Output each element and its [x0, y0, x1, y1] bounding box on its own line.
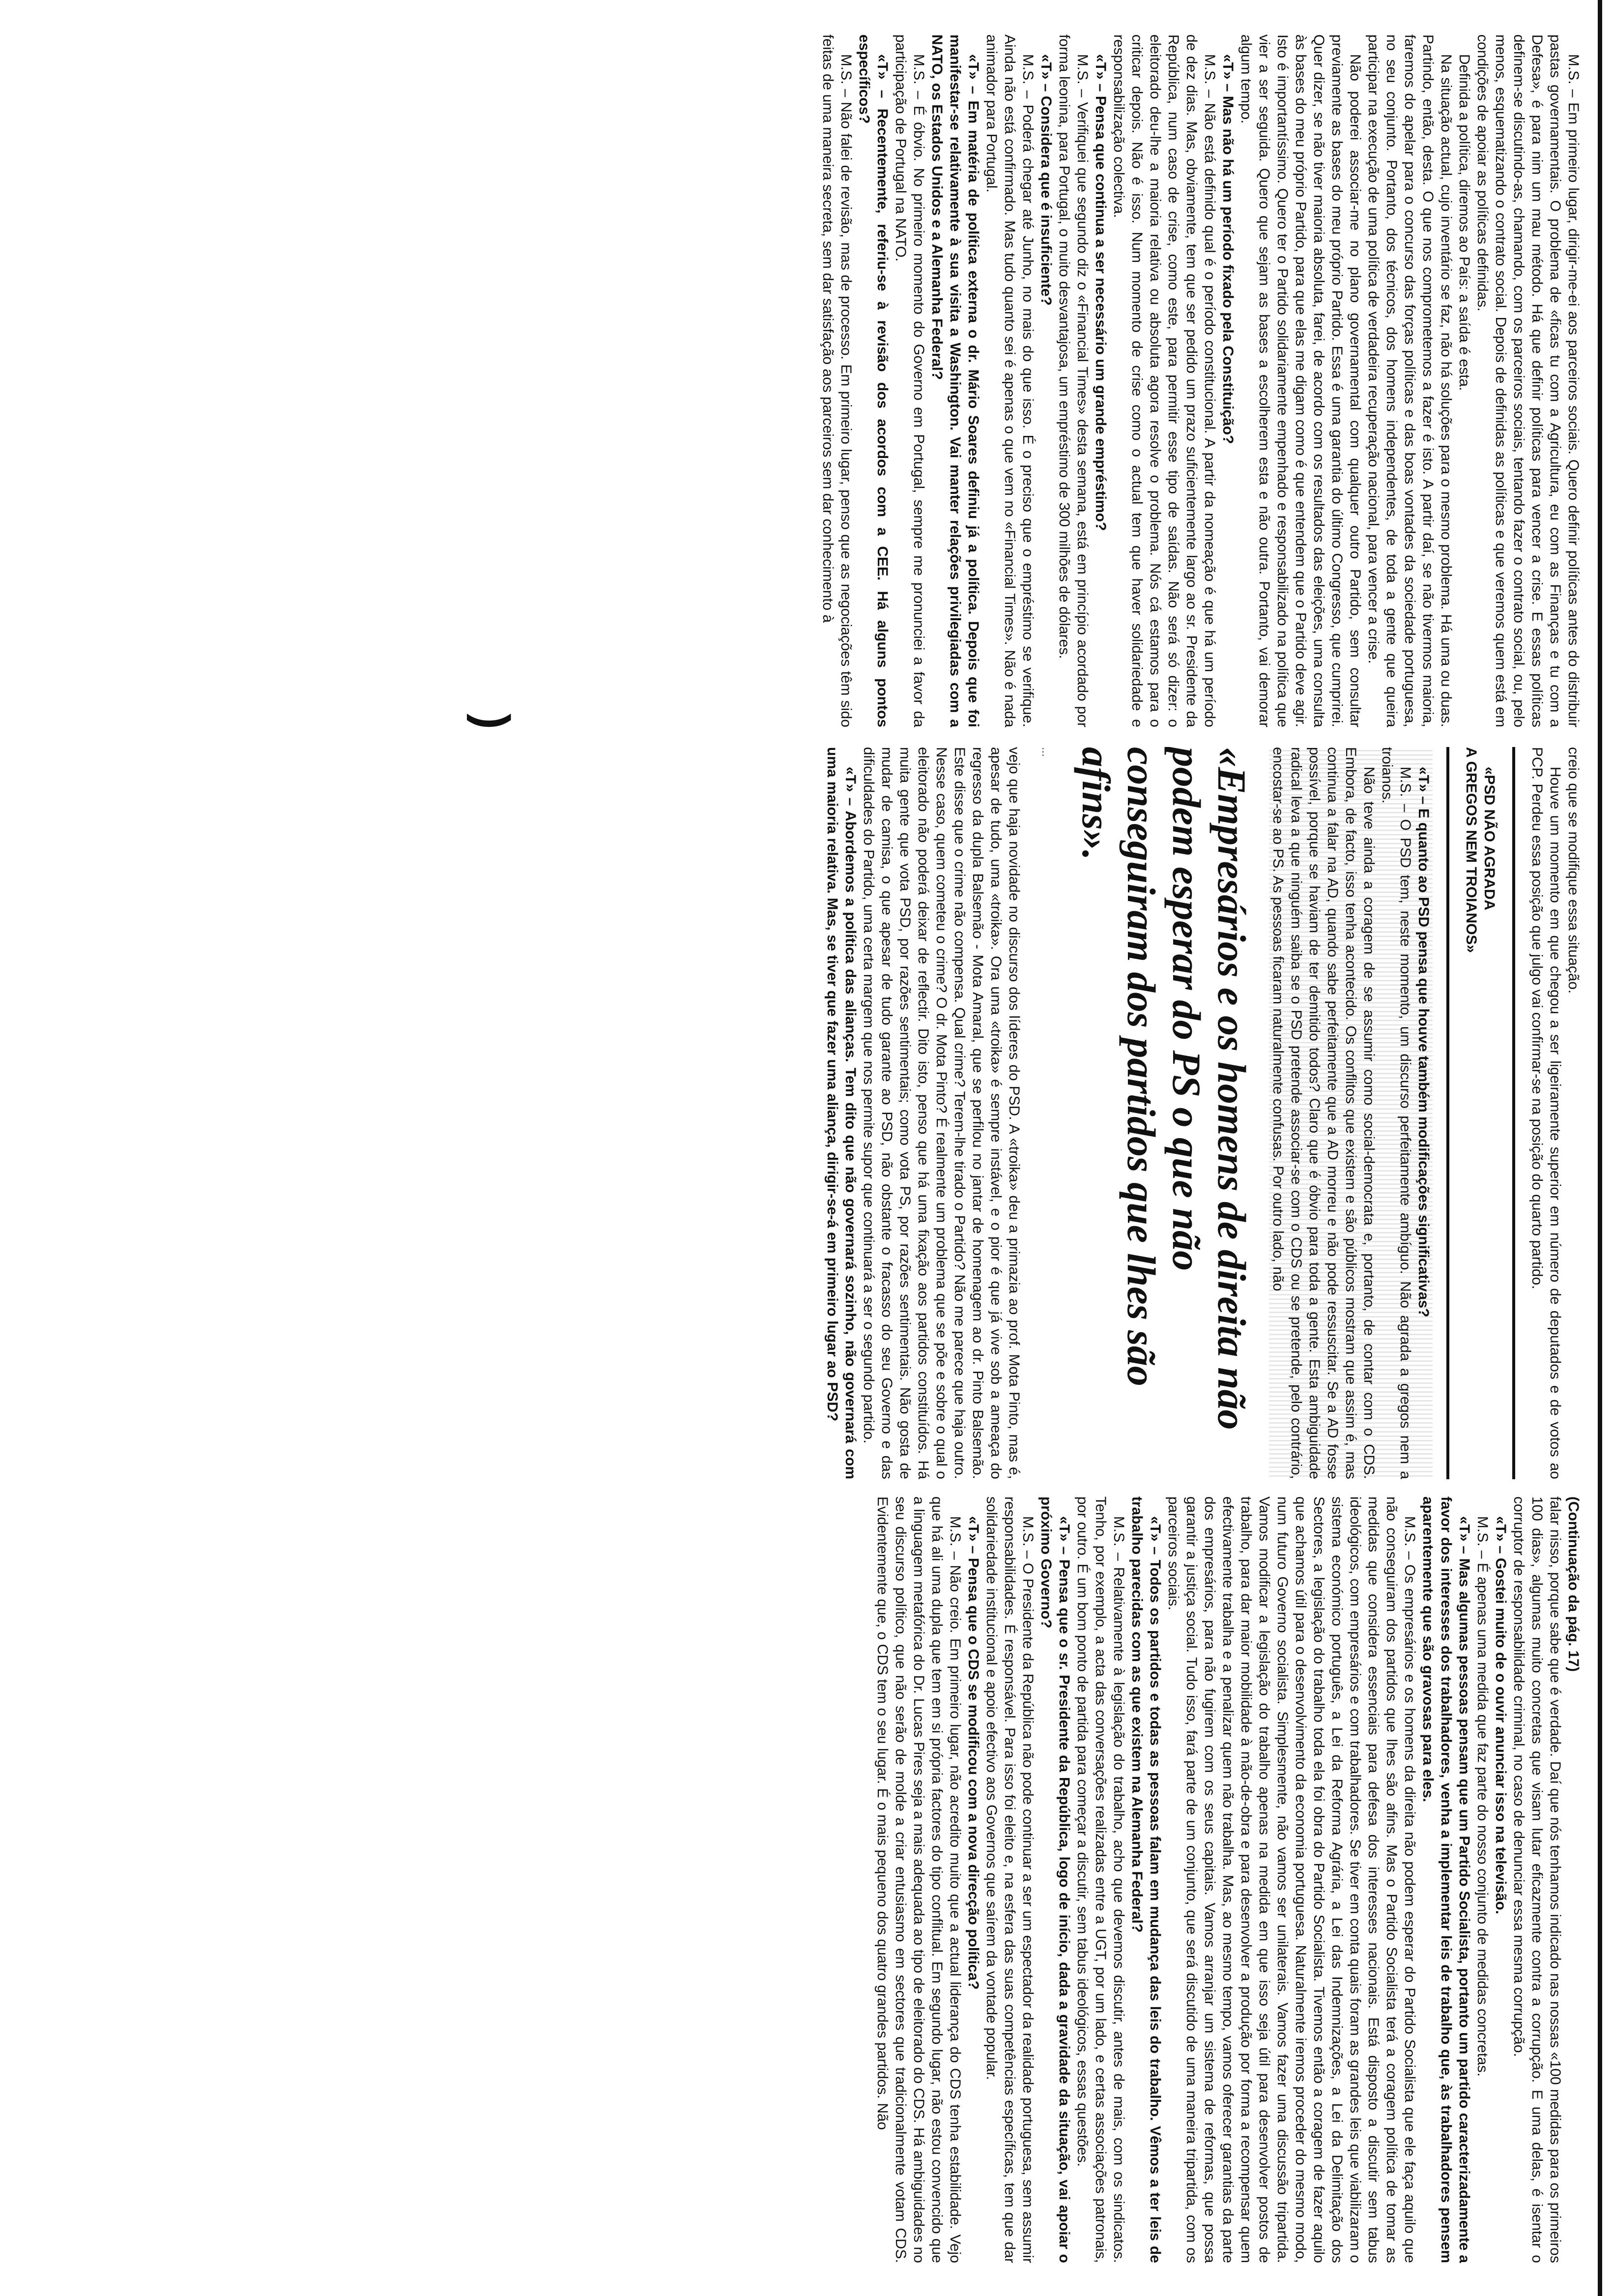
paragraph: M.S. – Verifiquei que segundo diz o «Financial Times» desta semana, está em princípio acordado por forma leonina, para Portugal, o muito desvantajosa, um empréstimo de 300 milhões de dólares.: [1056, 34, 1091, 727]
faded-text: ...: [1039, 747, 1053, 757]
paragraph: «T» – Pensa que o CDS se modificou com a nova direcção política?: [965, 1516, 981, 1990]
paragraph: «T» – Recentemente, referiu-se à revisão dos acordos com a CEE. Há alguns pontos específicos?: [856, 34, 891, 727]
bracket-mark: ): [466, 714, 519, 729]
paragraph: «T» – Abordemos a política das alianças. Tem dito que não governará sozinho, não governará com uma maioria relativa. Mas, se tiver que fazer uma aliança, dirigir-se-á em primeiro lugar ao PSD?: [824, 747, 859, 1479]
column-1: [25, 1496, 1583, 2263]
paragraph: «T» – Em matéria de política externa o dr. Mário Soares definiu já a política. Depois que foi manifestar-se relativamente à sua visita a Washington. Vai manter relações privilegiadas com a NATO, os Estados Unidos e a Alemanha Federal?: [929, 34, 981, 727]
paragraph: M.S. – Poderá chegar até Junho, no mais do que isso. É o preciso que o empréstimo se verifique. Ainda não está confirmado. Mas tudo quanto sei é apenas o que vem no «Financial Times». Não é nada animador para Portugal.: [983, 34, 1036, 727]
continued-note: (Continuação da pág. 17): [1565, 1496, 1582, 1672]
paragraph: M.S. – É apenas uma medida que faz parte do nosso conjunto de medidas concretas.: [1474, 1516, 1491, 2077]
headline-label: «PSD NÃO AGRADA: [1481, 767, 1497, 911]
paragraph: M.S. – Em primeiro lugar, dirigir-me-ei aos parceiros sociais. Quero definir políticas antes do distribuir pastas governamentais. O problema de «ficas tu com a Agricultura, eu com as Finanças e tu com a Defesa», é para nim um mau método. Há que definir políticas para vencer a crise. E essas políticas definem-se discutindo-as, chamando, com os parceiros sociais, tentando fazer o contrato social, ou, pelo menos, esquematizando o contrato social. Depois de definidas as políticas e que veremos quem está em condições de apoiar as políticas definidas.: [1474, 34, 1582, 727]
paragraph: M.S. – Não falei de revisão, mas de processo. Em primeiro lugar, penso que as negociações têm sido feitas de uma maneira secreta, sem dar satisfação aos parceiros sem dar conhecimento à: [820, 34, 854, 727]
paragraph: creio que se modifique essa situação.: [1565, 747, 1582, 994]
headline-text: A GREGOS NEM TROIANOS»: [1463, 747, 1479, 953]
paragraph: Na situação actual, cujo inventário se faz, não há soluções para o mesmo problema. Há uma ou duas. Partindo, então, desta. O que nos comprometemos a fazer é isto. A partir daí, se não tivermos maioria, faremos do apelar para o concurso das forças políticas e das boas vontades da sociedade portuguesa, no seu conjunto. Portanto, dos técnicos, dos homens independentes, de toda a gente que queira participar na execução de uma política de verdadeira recuperação nacional, para vencer a crise.: [1365, 34, 1454, 727]
paragraph: M.S. – O Presidente da República não pode continuar a ser um espectador da realidade portuguesa, sem assumir responsabilidades. É responsável. Para isso foi eleito e, na esfera das suas competências específicas, tem que dar solidariedade institucional e apoio efectivo aos Governos que saírem da vontade popular.: [983, 1496, 1036, 2263]
column-3: [25, 34, 1583, 727]
pull-quote: «Empresários e os homens de direita não podem esperar do PS o que não conseguiram dos partidos que lhes são afins».: [1074, 747, 1254, 1430]
paragraph: «T» – Pensa que o sr. Presidente da República, logo de início, dada a gravidade da situação, vai apoiar o próximo Governo?: [1038, 1496, 1072, 2263]
paragraph: «T» – Mas não há um período fixado pela Constituição?: [1220, 54, 1236, 444]
paragraph: M.S. – Relativamente à legislação do trabalho, acho que devemos discutir, antes de mais, com os sindicatos. Tenho, por exemplo, a acta das conversações realizadas entre a UGT, por um lado, e certas associações patronais, por outro. É um bom ponto de partida para começar a discutir, sem tabus ideológicos, essas questões.: [1074, 1496, 1127, 2263]
paragraph: «T» – Considera que é insuficiente?: [1038, 54, 1054, 306]
paragraph: falar nisso, porque sabe que é verdade. Daí que nós tenhamos indicado nas nossas «100 medidas para os primeiros 100 dias», algumas muito concretas que visam lutar eficazmente contra a corrupção. E uma delas, é isentar o corruptor de responsabilidade criminal, no caso de denunciar essa mesma corrupção.: [1511, 1496, 1563, 2263]
paragraph: Houve um momento em que chegou a ser ligeiramente superior em número de deputados e de votos ao PCP. Perdeu essa posição que julgo vai confirmar-se na posição do quarto partido.: [1529, 747, 1563, 1479]
section-rule: [1446, 747, 1449, 1479]
top-rule: [1598, 0, 1602, 2296]
column-2: [25, 747, 1583, 1479]
paragraph: vejo que haja novidade no discurso dos líderes do PSD. A «troika» deu a primazia ao prof. Mota Pinto, mas é, apesar de tudo, uma «troika». Ora uma «troika» é sempre instável, e o pior é que já vive sob a ameaça do regresso da dupla Balsemão - Mota Amaral, que se perfilou no jantar de homenagem ao dr. Pinto Balsemão. Este disse que o crime não compensa. Qual crime? Terem-lhe tirado o Partido? Não me parece que haja outro. Nesse caso, quem cometeu o crime? O dr. Mota Pinto? É realmente um problema que se põe e sobre o qual o eleitorado não poderá deixar de reflectir. Dito isto, penso que há uma fixação aos partidos constituídos. Há muita gente que vota PSD, por razões sentimentais; como vota PS, por razões sentimentais. Não gosta de mudar de camisa, o que apesar de tudo garante ao PSD, não obstante o fracasso do seu Governo e das dificuldades do Partido, uma certa margem que nos permite supor que continuará a ser o segundo partido.: [861, 747, 1022, 1479]
paragraph: Definida a política, diremos ao País: a saída é esta.: [1456, 54, 1472, 391]
paragraph: M.S. – O PSD tem, neste momento, um discurso perfeitamente ambíguo. Não agrada a gregos nem a troianos.: [1379, 747, 1413, 1479]
paragraph: Não teve ainda a coragem de se assumir como social-democrata e, portanto, de contar com o CDS. Embora, de facto, isso tenha acontecido. Os conflitos que existem e são públicos mostram que assim é, mas continua a falar na AD, quando sabe perfeitamente que a AD morreu e não pode ressuscitar. Se a AD fosse possível, porque se haviam de ter demitido todos? Claro que é óbvio para toda a gente. Esta ambiguidade radical leva a que ninguém saiba se o PSD pretende associar-se com o CDS ou se pretende, pelo contrário, encostar-se ao PS. As pessoas ficaram naturalmente confusas. Por outro lado, não: [1270, 747, 1377, 1479]
section-rule: [1512, 747, 1515, 1479]
section-headline: [1462, 747, 1498, 1479]
paragraph: M.S. – Os empresários e os homens da direita não podem esperar do Partido Socialista que ele faça aquilo que não conseguiram dos partidos que lhes são afins. Mas o Partido Socialista terá a coragem política de tomar as medidas que considera essenciais para defesa dos interesses nacionais. Está disposto a discutir sem tabus ideológicos, com empresários e com trabalhadores. Se tiver em conta quais foram as grandes leis que viabilizaram o sistema económico português, a Lei da Reforma Agrária, a Lei das Indemnizações, a Lei da Delimitação dos Sectores, a legislação do trabalho toda ela foi obra do Partido Socialista. Tivemos então a coragem de fazer aquilo que achamos útil para o desenvolvimento da economia portuguesa. Naturalmente iremos proceder do mesmo modo, num futuro Governo socialista. Simplesmente, não vamos ser unilaterais. Vamos fazer uma discussão tripartida. Vamos modificar a legislação do trabalho apenas na medida em que isso seja útil para desenvolver postos de trabalho, para dar maior mobilidade à mão-de-obra e para desenvolver a produção por forma a recompensar quem efectivamente trabalha e a penalizar quem não trabalha. Mas, ao mesmo tempo, vamos oferecer garantias da parte dos empresários, para não fugirem com os seus capitais. Vamos arranjar um sistema de reformas, que possa garantir a justiça social. Tudo isso, fará parte de um conjunto, que será discutido de uma maneira tripartida, com os parceiros sociais.: [1165, 1496, 1418, 2263]
paragraph: «T» – Pensa que continua a ser necessário um grande empréstimo?: [1093, 54, 1109, 531]
paragraph: M.S. – É óbvio. No primeiro momento do Governo em Portugal, sempre me pronunciei a favor da participação de Portugal na NATO.: [892, 34, 927, 727]
paragraph: M.S. – Não está definido qual é o período constitucional. A partir da nomeação é que há um período de dez dias. Mas, obviamente, tem que ser pedido um prazo suficientemente largo ao sr. Presidente da República, num caso de crise, como este, para permitir esse tipo de saídas. Não será só dizer: o eleitorado deu-lhe a maioria relativa ou absoluta agora resolve o problema. Nós cá estamos para o criticar depois. Não é isso. Num momento de crise como o actual tem que haver solidariedade e responsabilização colectiva.: [1111, 34, 1218, 727]
paragraph: «T» – Mas algumas pessoas pensam que um Partido Socialista, portanto um partido caracterizadamente a favor dos interesses dos trabalhadores, venha a implementar leis de trabalho que, às trabalhadores pensem aparentemente que são gravosas para eles.: [1420, 1496, 1472, 2263]
shaded-block: [1269, 747, 1433, 1479]
paragraph: Não poderei associar-me no plano governamental com qualquer outro Partido, sem consultar previamente as bases do meu próprio Partido. Essa é uma garantia do último Congresso, que cumprirei. Quer dizer, se não tiver maioria absoluta, farei, de acordo com os resultados das eleições, uma consulta às bases do meu próprio Partido, para que elas me digam como é que entendem que o Partido deve agir. Isto é importantíssimo. Quero ter o Partido solidariamente empenhado e responsabilizado na política que vier a ser seguida. Quero que sejam as bases a escolherem esta e não outra. Portanto, vai demorar algum tempo.: [1238, 34, 1363, 727]
paragraph: «T» – E quanto ao PSD pensa que houve também modificações significativas?: [1415, 767, 1432, 1318]
paragraph: M.S. – Não creio. Em primeiro lugar, não acredito muito que a actual liderança do CDS tenha estabilidade. Vejo que há ali uma dupla que tem em si própria factores do tipo conflitual. Em segundo lugar, não estou convencido que a linguagem metafórica do Dr. Lucas Pires seja a mais adequada ao tipo de eleitorado do CDS. Há ambiguidades no seu discurso político, que não serão de molde a criar entusiasmo em sectores que tradicionalmente votam CDS. Evidentemente que, o CDS tem o seu lugar. É o mais pequeno dos quatro grandes partidos. Não: [874, 1496, 963, 2263]
paragraph: «T» – Todos os partidos e todas as pessoas falam em mudança das leis do trabalho. Vêmos a ter leis de trabalho parecidas com as que existem na Alemanha Federal?: [1129, 1496, 1163, 2263]
paragraph: «T» – Gostei muito de o ouvir anunciar isso na televisão.: [1493, 1516, 1509, 1915]
